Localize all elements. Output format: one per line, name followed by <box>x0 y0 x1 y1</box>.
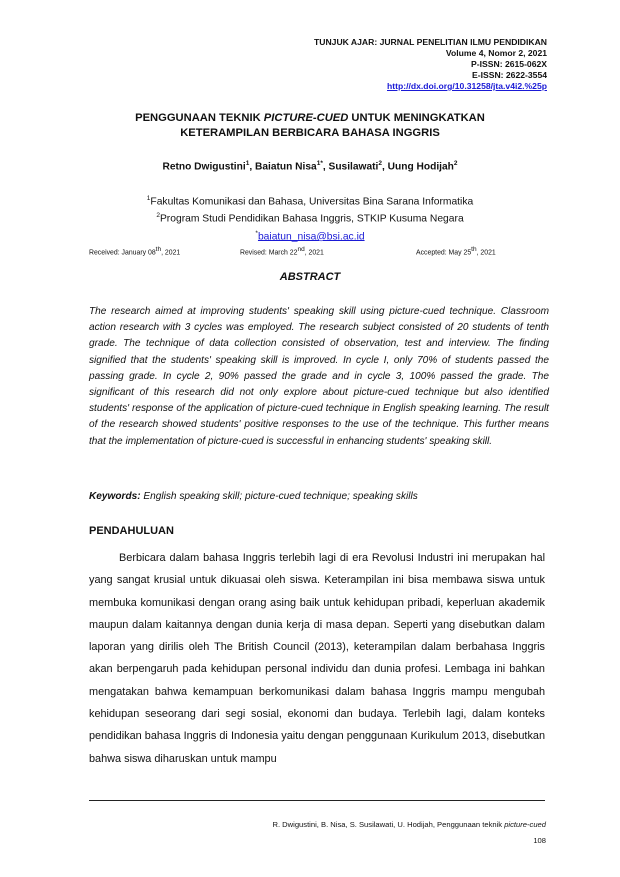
received-date: Received: January 08th, 2021 <box>89 246 181 257</box>
journal-doi-link[interactable]: http://dx.doi.org/10.31258/jta.v4i2.%25p <box>387 81 547 91</box>
paper-title-line1: PENGGUNAAN TEKNIK PICTURE-CUED UNTUK MENINGKATKAN <box>135 112 485 124</box>
email-link[interactable]: baiatun_nisa@bsi.ac.id <box>257 231 365 243</box>
journal-header <box>314 37 547 92</box>
section-heading: PENDAHULUAN <box>89 525 174 537</box>
keywords-text: English speaking skill; picture-cued technique; speaking skills <box>140 491 418 502</box>
journal-pissn: P-ISSN: 2615-062X <box>471 59 547 69</box>
journal-eissn: E-ISSN: 2622-3554 <box>472 70 547 80</box>
corresponding-email: *baiatun_nisa@bsi.ac.id <box>255 229 365 243</box>
author-sup: 1* <box>316 160 323 167</box>
author-list: Retno Dwigustini$^1$, Baiatun Nisa$^{1*}$, Susilawati$^2$, Uung Hodijah$^2$ <box>162 160 458 173</box>
author-name: Retno Dwigustini <box>162 161 246 173</box>
affiliation-1: $^1$Fakultas Komunikasi dan Bahasa, Universitas Bina Sarana Informatika <box>146 195 474 208</box>
journal-volume: Volume 4, Nomor 2, 2021 <box>445 48 547 58</box>
author-sup: 2 <box>453 160 458 167</box>
revised-date: Revised: March 22nd, 2021 <box>240 246 324 257</box>
page-number: 108 <box>533 836 546 845</box>
page-footer <box>272 817 546 849</box>
affiliations <box>0 192 620 244</box>
accepted-date: Accepted: May 25th, 2021 <box>416 246 496 257</box>
abstract-text: The research aimed at improving students' speaking skill using picture-cued technique. Classroom action research with 3 cycles was employed. The research subject consisted of 20 students of tenth grade. The technique of data collection consisted of observation, test and interview. The finding signified that the students' speaking skill is improved. In cycle I, only 70% of students passed the passing grade. In cycle 2, 90% passed the grade and in cycle 3, 100% passed the grade. The significant of this research did not only explore about picture-cued technique but also identified students' response of the application of picture-cued technique in English speaking learning. The result of the research showed students' positive responses to the use of the technique. This further means that the implementation of picture-cued is successful in enhancing students' speaking skill. <box>89 306 549 447</box>
author-sup: 2 <box>378 160 382 167</box>
footer-divider <box>89 800 545 801</box>
keywords-label: Keywords: <box>89 491 141 502</box>
abstract-heading: ABSTRACT <box>279 271 341 283</box>
affiliation-2: $^2$Program Studi Pendidikan Bahasa Inggris, STKIP Kusuma Negara <box>156 212 464 225</box>
section-paragraph: Berbicara dalam bahasa Inggris terlebih lagi di era Revolusi Industri ini merupakan hal yang sangat krusial untuk dikuasai oleh siswa. Keterampilan ini bisa membawa siswa untuk membuka komunikasi dengan orang asing baik untuk kehidupan pribadi, keperluan akademik maupun dalam kaitannya dengan dunia kerja di masa depan. Seperti yang disebutkan dalam laporan yang dirilis oleh The British Council (2013), keterampilan dalam berbahasa Inggris akan berpengaruh pada kehidupan personal individu dan dunia profesi. Lembaga ini bahkan mengatakan bahwa kemampuan berkomunikasi dalam bahasa Inggris mampu mengubah kehidupan seseorang dari segi sosial, ekonomi dan budaya. Terlebih lagi, dalam konteks pendidikan bahasa Inggris di Indonesia yaitu dengan penggunaan Kurikulum 2013, disebutkan bahwa siswa diharuskan untuk mampu <box>89 552 545 765</box>
author-sup: 1 <box>245 160 250 167</box>
keywords <box>89 491 549 502</box>
author-name: Susilawati <box>328 161 379 173</box>
author-name: Baiatun Nisa <box>254 161 317 173</box>
paper-title <box>0 111 620 141</box>
journal-name: TUNJUK AJAR: JURNAL PENELITIAN ILMU PENDIDIKAN <box>314 37 547 47</box>
paper-title-line2: KETERAMPILAN BERBICARA BAHASA INGGRIS <box>180 127 440 139</box>
footer-citation: R. Dwigustini, B. Nisa, S. Susilawati, U. Hodijah, Penggunaan teknik picture-cued <box>272 820 546 829</box>
author-name: Uung Hodijah <box>387 161 454 173</box>
